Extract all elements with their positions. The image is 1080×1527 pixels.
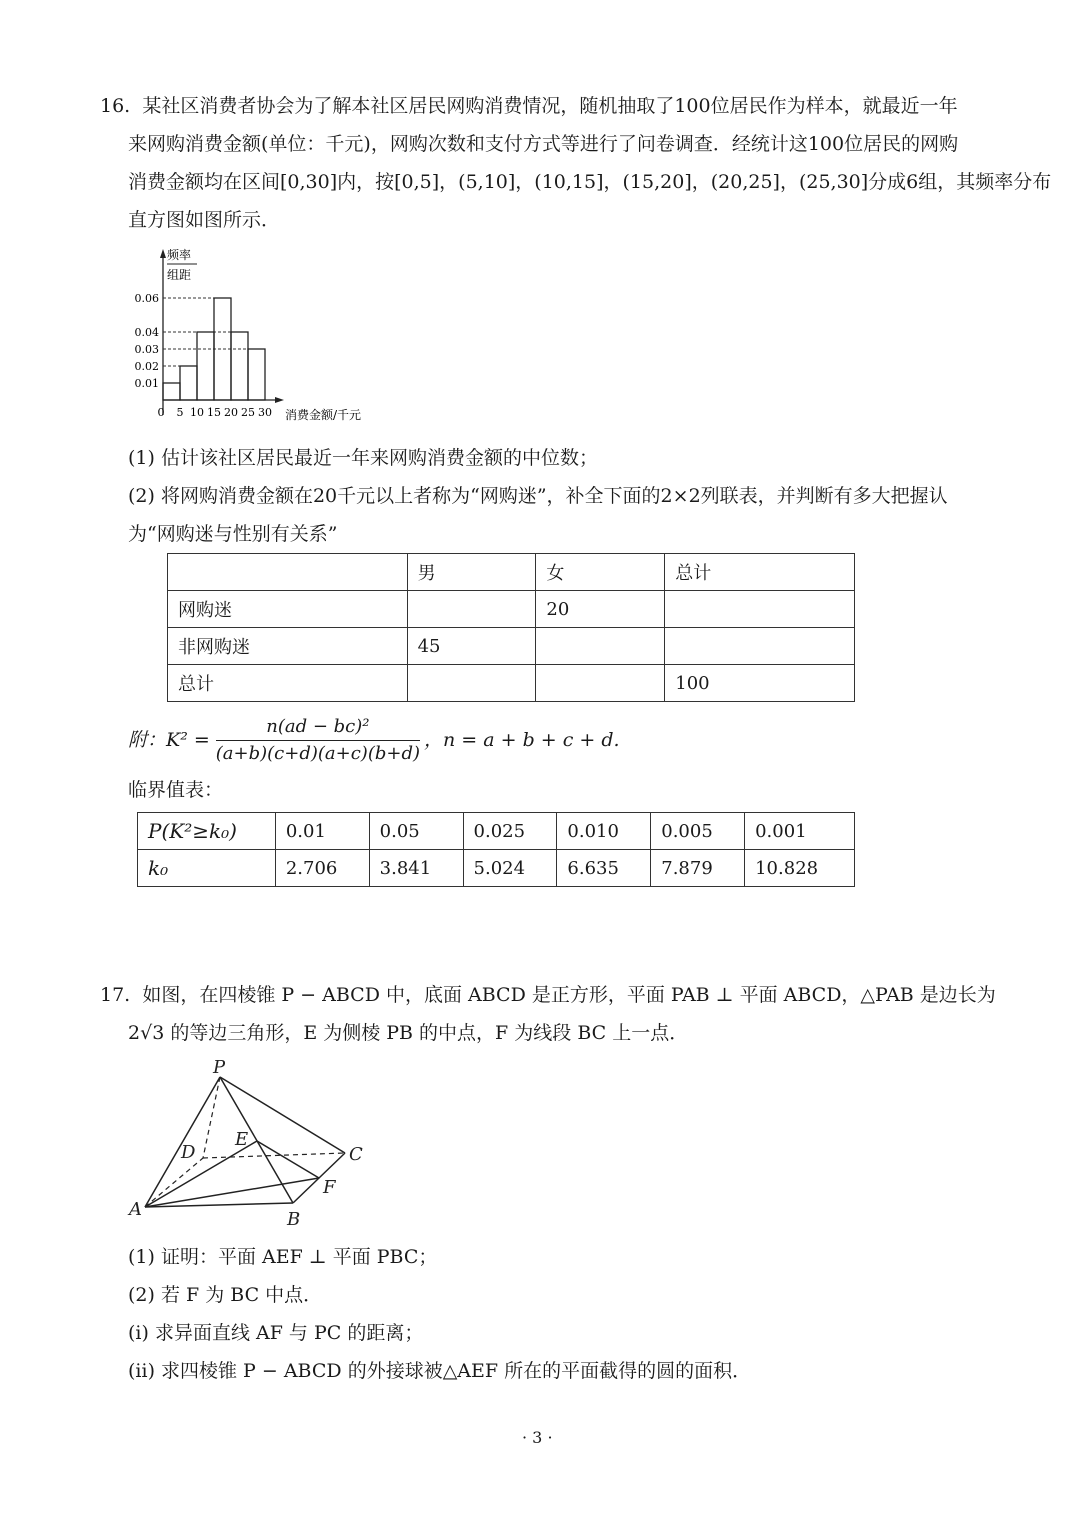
table-cell [536, 628, 665, 665]
y-tick-label: 0.01 [134, 377, 159, 390]
q16-sub2a: (2) 将网购消费金额在20千元以上者称为“网购迷”，补全下面的2×2列联表，并判断有多大把握认 [128, 485, 948, 507]
table-cell: 3.841 [369, 850, 463, 887]
histogram-bar [197, 332, 214, 400]
table-cell [407, 591, 536, 628]
q16-line3: 消费金额均在区间[0,30]内，按[0,5]，(5,10]，(10,15]，(15,20]，(20,25]，(25,30]分成6组，其频率分布 [128, 171, 1052, 193]
table-cell: 2.706 [275, 850, 369, 887]
q16-line1 [100, 95, 958, 118]
y-tick-label: 0.04 [134, 326, 159, 339]
q17-sub2: (2) 若 F 为 BC 中点． [128, 1284, 323, 1306]
x-tick-label: 30 [258, 406, 272, 419]
q16-sub1: (1) 估计该社区居民最近一年来网购消费金额的中位数； [128, 447, 598, 469]
x-tick-label: 15 [207, 406, 221, 419]
label-C: C [349, 1144, 363, 1165]
header-male: 男 [407, 554, 536, 591]
x-tick-label: 10 [190, 406, 204, 419]
q16-sub2b: 为“网购迷与性别有关系” [128, 523, 338, 545]
formula-prefix: 附：K² = [128, 728, 210, 751]
x-tick-label: 5 [176, 406, 184, 419]
y-label-top: 频率 [167, 248, 192, 262]
label-B: B [287, 1209, 301, 1230]
contingency-corner [168, 554, 408, 591]
y-tick-label: 0.03 [134, 343, 159, 356]
q16-text-1: 某社区消费者协会为了解本社区居民网购消费情况，随机抽取了100位居民作为样本，就最近一年 [142, 95, 958, 117]
row-label: k₀ [138, 850, 276, 887]
table-cell: 5.024 [463, 850, 557, 887]
table-cell: 6.635 [557, 850, 651, 887]
y-label-bottom: 组距 [167, 268, 192, 282]
table-cell: 0.001 [745, 813, 855, 850]
table-cell: 7.879 [651, 850, 745, 887]
k-squared-formula [128, 710, 620, 770]
frequency-histogram [120, 245, 400, 430]
formula-denominator: (a+b)(c+d)(a+c)(b+d) [215, 742, 421, 764]
label-D: D [181, 1142, 196, 1163]
critical-value-table [137, 812, 855, 887]
table-cell: 0.010 [557, 813, 651, 850]
edge-PD [203, 1077, 220, 1158]
table-cell [407, 665, 536, 702]
histogram-bar [248, 349, 265, 400]
row-label: 非网购迷 [168, 628, 408, 665]
table-row [168, 628, 855, 665]
x-tick-label: 0 [157, 406, 165, 419]
q17-text-1: 如图，在四棱锥 P − ABCD 中，底面 ABCD 是正方形，平面 PAB ⊥ 平面 ABCD，△PAB 是边长为 [142, 984, 996, 1006]
y-tick-label: 0.06 [134, 292, 159, 305]
table-cell [665, 628, 855, 665]
formula-fraction [216, 716, 420, 764]
edge-AD [145, 1158, 203, 1207]
q16-number: 16. [100, 95, 131, 117]
row-label: 网购迷 [168, 591, 408, 628]
q17-sub2ii: (ⅱ) 求四棱锥 P − ABCD 的外接球被△AEF 所在的平面截得的圆的面积． [128, 1360, 752, 1382]
page-number: · 3 · [522, 1428, 553, 1447]
histogram-bar [163, 383, 180, 400]
q17-sub1: (1) 证明：平面 AEF ⊥ 平面 PBC； [128, 1246, 438, 1268]
contingency-table [167, 553, 855, 702]
table-cell: 10.828 [745, 850, 855, 887]
table-cell: 0.025 [463, 813, 557, 850]
histogram-bar [180, 366, 197, 400]
table-row [138, 850, 855, 887]
row-label: P(K²≥k₀) [138, 813, 276, 850]
q17-number: 17. [100, 984, 131, 1006]
formula-suffix: ，n = a + b + c + d. [424, 728, 620, 751]
q17-line1 [100, 984, 996, 1007]
table-row [138, 813, 855, 850]
formula-numerator: n(ad − bc)² [216, 716, 420, 741]
q17-line2: 2√3 的等边三角形，E 为侧棱 PB 的中点，F 为线段 BC 上一点． [128, 1022, 689, 1044]
row-label: 总计 [168, 665, 408, 702]
header-female: 女 [536, 554, 665, 591]
q16-line4: 直方图如图所示． [128, 209, 281, 231]
contingency-header-row [168, 554, 855, 591]
x-tick-label: 25 [241, 406, 255, 419]
table-cell: 0.01 [275, 813, 369, 850]
table-cell: 0.05 [369, 813, 463, 850]
table-cell [536, 665, 665, 702]
critical-title: 临界值表： [128, 779, 224, 801]
q17-sub2i: (ⅰ) 求异面直线 AF 与 PC 的距离； [128, 1322, 424, 1344]
table-row [168, 665, 855, 702]
edge-DC [203, 1153, 345, 1158]
x-tick-label: 20 [224, 406, 238, 419]
table-cell: 20 [536, 591, 665, 628]
table-cell: 100 [665, 665, 855, 702]
edge-EF [257, 1141, 319, 1178]
table-cell: 45 [407, 628, 536, 665]
label-P: P [213, 1057, 226, 1078]
histogram-bar [231, 332, 248, 400]
table-cell [665, 591, 855, 628]
y-tick-label: 0.02 [134, 360, 159, 373]
table-cell: 0.005 [651, 813, 745, 850]
label-E: E [235, 1129, 249, 1150]
pyramid-figure [125, 1055, 385, 1235]
label-A: A [129, 1199, 142, 1220]
label-F: F [323, 1177, 336, 1198]
q16-line2: 来网购消费金额(单位：千元)，网购次数和支付方式等进行了问卷调查．经统计这100位居民的网购 [128, 133, 959, 155]
table-row [168, 591, 855, 628]
header-total: 总计 [665, 554, 855, 591]
x-axis-label: 消费金额/千元 [285, 408, 362, 422]
